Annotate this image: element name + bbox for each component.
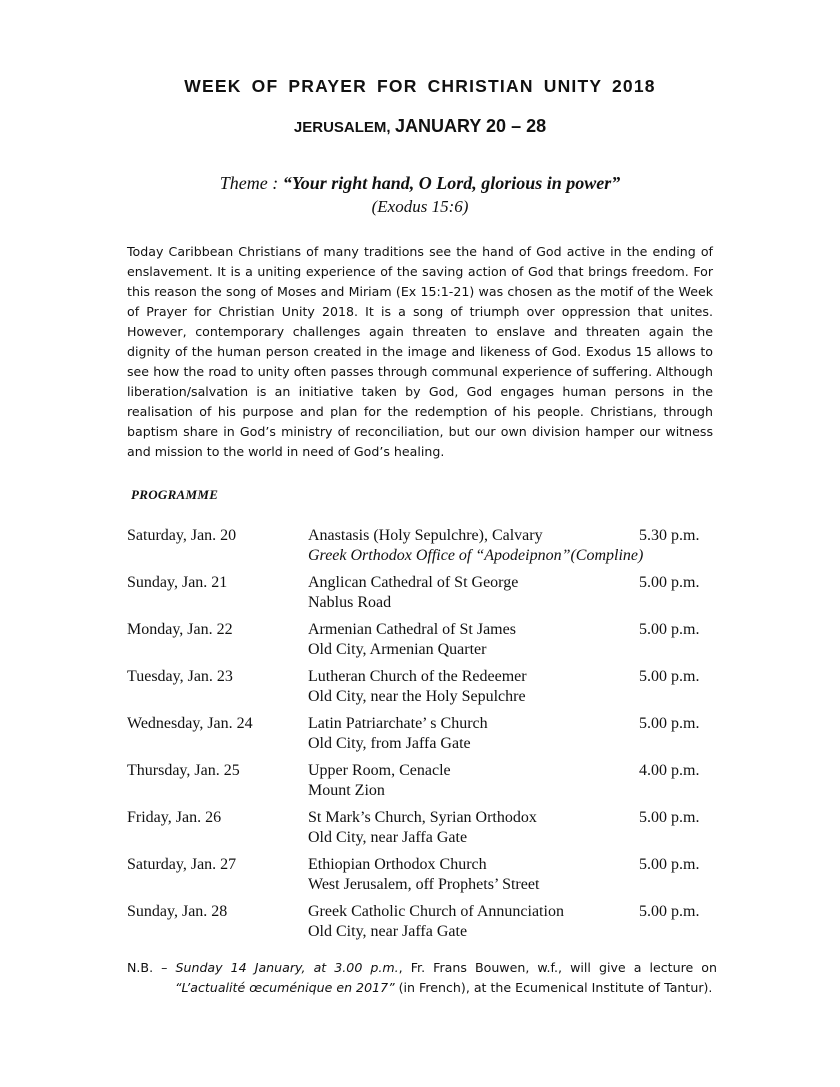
programme-venue: St Mark’s Church, Syrian Orthodox <box>308 809 537 826</box>
programme-heading: PROGRAMME <box>131 487 219 502</box>
theme-reference: (Exodus 15:6) <box>371 197 469 216</box>
programme-venue-detail: West Jerusalem, off Prophets’ Street <box>308 876 540 893</box>
programme-day: Thursday, Jan. 25 <box>127 762 240 779</box>
programme-venue-detail: Old City, near Jaffa Gate <box>308 923 468 940</box>
programme-day: Saturday, Jan. 20 <box>127 527 237 544</box>
event-dates: JANUARY 20 – 28 <box>395 116 547 136</box>
programme-row <box>127 902 717 949</box>
programme-venue-detail: Old City, from Jaffa Gate <box>308 735 471 752</box>
programme-time: 5.00 p.m. <box>639 809 700 826</box>
footnote-line-1 <box>127 958 717 978</box>
programme-venue: Lutheran Church of the Redeemer <box>308 668 527 685</box>
programme-schedule <box>127 526 717 949</box>
programme-venue: Anastasis (Holy Sepulchre), Calvary <box>308 527 543 544</box>
programme-venue-detail: Old City, near the Holy Sepulchre <box>308 688 526 705</box>
footnote-middle: , Fr. Frans Bouwen, w.f., will give a lecture on <box>398 960 717 975</box>
programme-row <box>127 573 717 620</box>
intro-paragraph: Today Caribbean Christians of many traditions see the hand of God active in the ending of enslavement. It is a uniting experience of the saving action of God that brings freedom. For this reason the song of Moses and Miriam (Ex 15:1-21) was chosen as the motif of the Week of Prayer for Christian Unity 2018. It is a song of triumph over oppression that unites. However, contemporary challenges again threaten to enslave and threaten again the dignity of the human person created in the image and likeness of God. Exodus 15 allows to see how the road to unity often passes through communal experience of suffering. Although liberation/salvation is an initiative taken by God, God engages human persons in the realisation of his purpose and plan for the redemption of his people. Christians, through baptism share in God’s ministry of reconciliation, but our own division hamper our witness and mission to the world in need of God’s healing. <box>127 244 713 459</box>
programme-venue-detail: Nablus Road <box>308 594 392 611</box>
programme-row <box>127 808 717 855</box>
programme-day: Saturday, Jan. 27 <box>127 856 237 873</box>
programme-time: 5.00 p.m. <box>639 668 700 685</box>
programme-time: 5.00 p.m. <box>639 715 700 732</box>
programme-venue-detail: Old City, Armenian Quarter <box>308 641 487 658</box>
programme-venue: Anglican Cathedral of St George <box>308 574 519 591</box>
programme-day: Tuesday, Jan. 23 <box>127 668 233 685</box>
programme-time: 5.30 p.m. <box>639 527 700 544</box>
programme-venue-detail: Mount Zion <box>308 782 385 799</box>
footnote-suffix: (in French), at the Ecumenical Institute of Tantur). <box>394 980 713 995</box>
programme-venue-detail: Greek Orthodox Office of “Apodeipnon”(Compline) <box>308 547 644 564</box>
programme-day: Monday, Jan. 22 <box>127 621 233 638</box>
programme-time: 5.00 p.m. <box>639 856 700 873</box>
programme-day: Sunday, Jan. 21 <box>127 574 228 591</box>
theme-label: Theme : <box>219 173 283 193</box>
lecture-date: Sunday 14 January, at 3.00 p.m. <box>175 960 399 975</box>
lecture-title: “L’actualité œcuménique en 2017” <box>175 980 395 995</box>
programme-venue: Armenian Cathedral of St James <box>308 621 516 638</box>
programme-venue: Upper Room, Cenacle <box>308 762 451 779</box>
programme-venue: Ethiopian Orthodox Church <box>308 856 487 873</box>
programme-day: Sunday, Jan. 28 <box>127 903 228 920</box>
programme-venue: Greek Catholic Church of Annunciation <box>308 903 564 920</box>
programme-venue: Latin Patriarchate’ s Church <box>308 715 488 732</box>
programme-time: 5.00 p.m. <box>639 621 700 638</box>
programme-row <box>127 667 717 714</box>
theme-quote: “Your right hand, O Lord, glorious in power” <box>282 173 621 193</box>
footnote-prefix: N.B. – <box>127 960 176 975</box>
programme-time: 4.00 p.m. <box>639 762 700 779</box>
programme-time: 5.00 p.m. <box>639 574 700 591</box>
document-title: WEEK OF PRAYER FOR CHRISTIAN UNITY 2018 <box>184 76 656 96</box>
programme-time: 5.00 p.m. <box>639 903 700 920</box>
programme-row <box>127 714 717 761</box>
programme-day: Friday, Jan. 26 <box>127 809 222 826</box>
programme-venue-detail: Old City, near Jaffa Gate <box>308 829 468 846</box>
location-dates <box>0 116 840 137</box>
programme-row <box>127 526 717 573</box>
programme-row <box>127 620 717 667</box>
programme-row <box>127 855 717 902</box>
programme-row <box>127 761 717 808</box>
programme-day: Wednesday, Jan. 24 <box>127 715 253 732</box>
location: JERUSALEM, <box>293 119 391 136</box>
footnote-line-2 <box>127 978 717 998</box>
footnote <box>127 958 717 998</box>
theme-line <box>0 173 840 194</box>
